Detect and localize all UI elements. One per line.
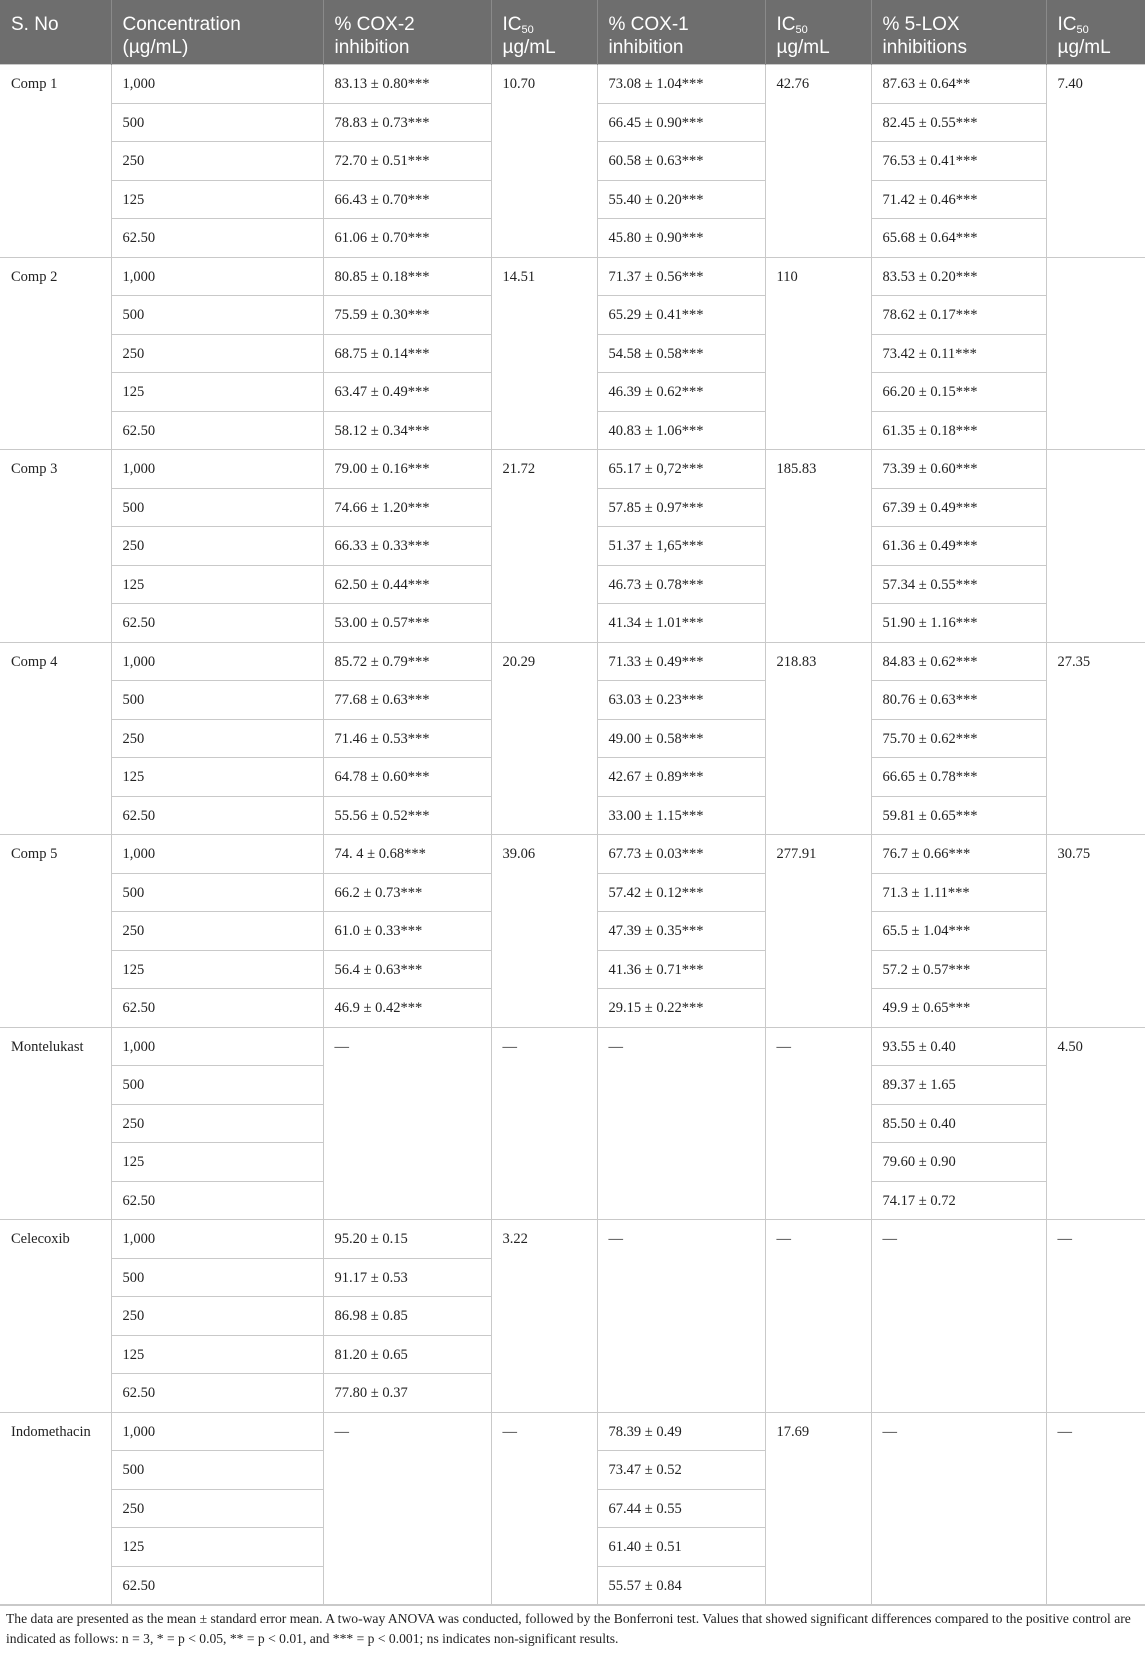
lox-ic50-cell: 4.50 [1046, 1027, 1145, 1220]
table-row [0, 1027, 1145, 1066]
lox-inhibition-cell: 65.5 ± 1.04*** [871, 912, 1046, 951]
cox2-ic50-cell: 20.29 [491, 642, 597, 835]
concentration-cell: 62.50 [111, 989, 323, 1028]
cox2-inhibition-cell: 83.13 ± 0.80*** [323, 65, 491, 104]
lox-inhibition-cell: 89.37 ± 1.65 [871, 1066, 1046, 1105]
lox-inhibition-cell: 49.9 ± 0.65*** [871, 989, 1046, 1028]
lox-inhibition-cell: 76.7 ± 0.66*** [871, 835, 1046, 874]
header-cox2-ic50: $IC_{50}$ µg/mL [491, 0, 597, 65]
lox-ic50-cell [1046, 450, 1145, 643]
lox-inhibition-cell: 75.70 ± 0.62*** [871, 719, 1046, 758]
lox-inhibition-cell: 73.42 ± 0.11*** [871, 334, 1046, 373]
cox1-inhibition-cell: 67.73 ± 0.03*** [597, 835, 765, 874]
concentration-cell: 500 [111, 681, 323, 720]
cox1-inhibition-cell: 54.58 ± 0.58*** [597, 334, 765, 373]
lox-inhibition-cell: 79.60 ± 0.90 [871, 1143, 1046, 1182]
concentration-cell: 62.50 [111, 796, 323, 835]
cox1-ic50-cell: — [765, 1220, 871, 1413]
lox-inhibition-cell: 66.20 ± 0.15*** [871, 373, 1046, 412]
compound-name: Comp 1 [0, 65, 111, 258]
table-header [0, 0, 1145, 65]
lox-inhibition-cell: 66.65 ± 0.78*** [871, 758, 1046, 797]
cox2-inhibition-cell: 95.20 ± 0.15 [323, 1220, 491, 1259]
compound-name: Indomethacin [0, 1412, 111, 1605]
concentration-cell: 62.50 [111, 1566, 323, 1605]
concentration-cell: 500 [111, 873, 323, 912]
cox2-inhibition-cell: 74.66 ± 1.20*** [323, 488, 491, 527]
cox1-inhibition-cell: 41.36 ± 0.71*** [597, 950, 765, 989]
cox2-inhibition-cell: 80.85 ± 0.18*** [323, 257, 491, 296]
cox2-inhibition-cell: 58.12 ± 0.34*** [323, 411, 491, 450]
lox-ic50-cell: — [1046, 1220, 1145, 1413]
concentration-cell: 1,000 [111, 1412, 323, 1451]
cox1-inhibition-cell: 29.15 ± 0.22*** [597, 989, 765, 1028]
lox-inhibition-cell: 71.42 ± 0.46*** [871, 180, 1046, 219]
concentration-cell: 62.50 [111, 1374, 323, 1413]
cox2-inhibition-cell: 63.47 ± 0.49*** [323, 373, 491, 412]
cox1-inhibition-cell: 45.80 ± 0.90*** [597, 219, 765, 258]
cox2-inhibition-cell: 56.4 ± 0.63*** [323, 950, 491, 989]
cox2-inhibition-cell: 91.17 ± 0.53 [323, 1258, 491, 1297]
concentration-cell: 1,000 [111, 257, 323, 296]
concentration-cell: 250 [111, 912, 323, 951]
lox-inhibition-cell: 67.39 ± 0.49*** [871, 488, 1046, 527]
header-sno: S. No [0, 0, 111, 65]
cox2-inhibition-cell: 53.00 ± 0.57*** [323, 604, 491, 643]
lox-inhibition-cell: 51.90 ± 1.16*** [871, 604, 1046, 643]
table-row [0, 65, 1145, 104]
concentration-cell: 62.50 [111, 604, 323, 643]
lox-inhibition-cell: 74.17 ± 0.72 [871, 1181, 1046, 1220]
concentration-cell: 125 [111, 565, 323, 604]
cox1-ic50-cell: 42.76 [765, 65, 871, 258]
cox1-inhibition-cell: 66.45 ± 0.90*** [597, 103, 765, 142]
compound-name: Comp 5 [0, 835, 111, 1028]
cox1-inhibition-cell: 57.42 ± 0.12*** [597, 873, 765, 912]
cox1-inhibition-cell: 60.58 ± 0.63*** [597, 142, 765, 181]
table-row [0, 835, 1145, 874]
compound-name: Montelukast [0, 1027, 111, 1220]
compound-name: Comp 2 [0, 257, 111, 450]
concentration-cell: 500 [111, 296, 323, 335]
cox1-inhibition-cell: 73.47 ± 0.52 [597, 1451, 765, 1490]
cox2-ic50-cell: — [491, 1412, 597, 1605]
cox2-inhibition-cell: 85.72 ± 0.79*** [323, 642, 491, 681]
cox1-ic50-cell: 185.83 [765, 450, 871, 643]
concentration-cell: 250 [111, 527, 323, 566]
table-footnote: The data are presented as the mean ± standard error mean. A two-way ANOVA was conducted, followed by the Bonferroni test. Values that showed significant differences compared to the positive control are indicated as follows: n = 3, * = p < 0.05, ** = p < 0.01, and *** = p < 0.001; ns indicates non-significant results. [0, 1605, 1145, 1649]
cox2-inhibition-cell: 66.2 ± 0.73*** [323, 873, 491, 912]
compound-name: Comp 4 [0, 642, 111, 835]
cox2-inhibition-cell: 68.75 ± 0.14*** [323, 334, 491, 373]
cox2-inhibition-cell: 61.06 ± 0.70*** [323, 219, 491, 258]
cox1-inhibition-cell: 55.40 ± 0.20*** [597, 180, 765, 219]
lox-inhibition-cell: 85.50 ± 0.40 [871, 1104, 1046, 1143]
lox-ic50-cell: 7.40 [1046, 65, 1145, 258]
cox1-ic50-cell: 277.91 [765, 835, 871, 1028]
concentration-cell: 125 [111, 1143, 323, 1182]
cox1-inhibition-cell: 41.34 ± 1.01*** [597, 604, 765, 643]
lox-ic50-cell: — [1046, 1412, 1145, 1605]
lox-inhibition-cell: 93.55 ± 0.40 [871, 1027, 1046, 1066]
concentration-cell: 1,000 [111, 1027, 323, 1066]
cox2-ic50-cell: 3.22 [491, 1220, 597, 1413]
cox1-inhibition-cell: 71.33 ± 0.49*** [597, 642, 765, 681]
compound-name: Comp 3 [0, 450, 111, 643]
concentration-cell: 1,000 [111, 835, 323, 874]
cox2-inhibition-cell: 75.59 ± 0.30*** [323, 296, 491, 335]
cox2-inhibition-cell: 62.50 ± 0.44*** [323, 565, 491, 604]
concentration-cell: 500 [111, 1258, 323, 1297]
cox1-inhibition-cell: 65.17 ± 0,72*** [597, 450, 765, 489]
table-row [0, 450, 1145, 489]
cox2-inhibition-cell: 71.46 ± 0.53*** [323, 719, 491, 758]
table-row [0, 257, 1145, 296]
cox1-inhibition-cell: 40.83 ± 1.06*** [597, 411, 765, 450]
cox1-ic50-cell: — [765, 1027, 871, 1220]
cox1-inhibition-cell: 67.44 ± 0.55 [597, 1489, 765, 1528]
concentration-cell: 250 [111, 719, 323, 758]
cox2-inhibition-cell: 77.68 ± 0.63*** [323, 681, 491, 720]
lox-inhibition-cell: 80.76 ± 0.63*** [871, 681, 1046, 720]
cox1-inhibition-cell: 78.39 ± 0.49 [597, 1412, 765, 1451]
header-concentration: Concentration (µg/mL) [111, 0, 323, 65]
cox2-inhibition-cell: 61.0 ± 0.33*** [323, 912, 491, 951]
concentration-cell: 125 [111, 180, 323, 219]
cox2-ic50-cell: 39.06 [491, 835, 597, 1028]
concentration-cell: 250 [111, 1297, 323, 1336]
concentration-cell: 500 [111, 1451, 323, 1490]
concentration-cell: 1,000 [111, 1220, 323, 1259]
cox2-ic50-cell: 14.51 [491, 257, 597, 450]
cox1-inhibition-cell: 73.08 ± 1.04*** [597, 65, 765, 104]
cox1-inhibition-cell: 46.39 ± 0.62*** [597, 373, 765, 412]
cox2-inhibition-cell: — [323, 1412, 491, 1605]
concentration-cell: 1,000 [111, 65, 323, 104]
cox2-inhibition-cell: — [323, 1027, 491, 1220]
cox2-inhibition-cell: 74. 4 ± 0.68*** [323, 835, 491, 874]
lox-ic50-cell [1046, 257, 1145, 450]
cox2-inhibition-cell: 86.98 ± 0.85 [323, 1297, 491, 1336]
concentration-cell: 125 [111, 758, 323, 797]
concentration-cell: 125 [111, 1335, 323, 1374]
cox1-ic50-cell: 218.83 [765, 642, 871, 835]
concentration-cell: 500 [111, 103, 323, 142]
concentration-cell: 250 [111, 142, 323, 181]
concentration-cell: 500 [111, 488, 323, 527]
lox-inhibition-cell: 57.2 ± 0.57*** [871, 950, 1046, 989]
cox2-ic50-cell: — [491, 1027, 597, 1220]
cox1-inhibition-cell: 42.67 ± 0.89*** [597, 758, 765, 797]
lox-inhibition-cell: 65.68 ± 0.64*** [871, 219, 1046, 258]
cox2-inhibition-cell: 55.56 ± 0.52*** [323, 796, 491, 835]
concentration-cell: 62.50 [111, 219, 323, 258]
header-cox1: % COX-1 inhibition [597, 0, 765, 65]
header-lox-ic50: $IC_{50}$ µg/mL [1046, 0, 1145, 65]
lox-inhibition-cell: 83.53 ± 0.20*** [871, 257, 1046, 296]
cox1-inhibition-cell: 63.03 ± 0.23*** [597, 681, 765, 720]
lox-inhibition-cell: 76.53 ± 0.41*** [871, 142, 1046, 181]
concentration-cell: 62.50 [111, 1181, 323, 1220]
concentration-cell: 62.50 [111, 411, 323, 450]
cox1-inhibition-cell: 47.39 ± 0.35*** [597, 912, 765, 951]
lox-inhibition-cell: 78.62 ± 0.17*** [871, 296, 1046, 335]
cox1-inhibition-cell: 46.73 ± 0.78*** [597, 565, 765, 604]
cox1-inhibition-cell: 51.37 ± 1,65*** [597, 527, 765, 566]
cox1-inhibition-cell: 65.29 ± 0.41*** [597, 296, 765, 335]
concentration-cell: 125 [111, 950, 323, 989]
cox1-ic50-cell: 17.69 [765, 1412, 871, 1605]
table-row [0, 642, 1145, 681]
table-body [0, 65, 1145, 1605]
concentration-cell: 500 [111, 1066, 323, 1105]
cox1-inhibition-cell: 71.37 ± 0.56*** [597, 257, 765, 296]
concentration-cell: 250 [111, 1104, 323, 1143]
cox2-inhibition-cell: 46.9 ± 0.42*** [323, 989, 491, 1028]
cox1-inhibition-cell: 49.00 ± 0.58*** [597, 719, 765, 758]
table-row [0, 1220, 1145, 1259]
cox2-inhibition-cell: 66.43 ± 0.70*** [323, 180, 491, 219]
cox1-inhibition-cell: 61.40 ± 0.51 [597, 1528, 765, 1567]
cox2-ic50-cell: 21.72 [491, 450, 597, 643]
concentration-cell: 250 [111, 334, 323, 373]
concentration-cell: 125 [111, 373, 323, 412]
cox2-ic50-cell: 10.70 [491, 65, 597, 258]
concentration-cell: 1,000 [111, 642, 323, 681]
cox2-inhibition-cell: 72.70 ± 0.51*** [323, 142, 491, 181]
cox1-inhibition-cell: — [597, 1027, 765, 1220]
lox-inhibition-cell: 84.83 ± 0.62*** [871, 642, 1046, 681]
header-lox: % 5-LOX inhibitions [871, 0, 1046, 65]
cox1-inhibition-cell: 33.00 ± 1.15*** [597, 796, 765, 835]
cox2-inhibition-cell: 81.20 ± 0.65 [323, 1335, 491, 1374]
header-cox2: % COX-2 inhibition [323, 0, 491, 65]
cox2-inhibition-cell: 78.83 ± 0.73*** [323, 103, 491, 142]
lox-inhibition-cell: — [871, 1412, 1046, 1605]
cox2-inhibition-cell: 64.78 ± 0.60*** [323, 758, 491, 797]
concentration-cell: 125 [111, 1528, 323, 1567]
lox-inhibition-cell: 73.39 ± 0.60*** [871, 450, 1046, 489]
cox1-inhibition-cell: 55.57 ± 0.84 [597, 1566, 765, 1605]
lox-inhibition-cell: — [871, 1220, 1046, 1413]
cox2-inhibition-cell: 77.80 ± 0.37 [323, 1374, 491, 1413]
lox-inhibition-cell: 61.36 ± 0.49*** [871, 527, 1046, 566]
lox-inhibition-cell: 87.63 ± 0.64** [871, 65, 1046, 104]
header-cox1-ic50: $IC_{50}$ µg/mL [765, 0, 871, 65]
lox-ic50-cell: 30.75 [1046, 835, 1145, 1028]
lox-inhibition-cell: 59.81 ± 0.65*** [871, 796, 1046, 835]
table-row [0, 1412, 1145, 1451]
compound-name: Celecoxib [0, 1220, 111, 1413]
lox-ic50-cell: 27.35 [1046, 642, 1145, 835]
lox-inhibition-cell: 71.3 ± 1.11*** [871, 873, 1046, 912]
concentration-cell: 250 [111, 1489, 323, 1528]
lox-inhibition-cell: 57.34 ± 0.55*** [871, 565, 1046, 604]
cox1-ic50-cell: 110 [765, 257, 871, 450]
concentration-cell: 1,000 [111, 450, 323, 489]
cox2-inhibition-cell: 66.33 ± 0.33*** [323, 527, 491, 566]
lox-inhibition-cell: 82.45 ± 0.55*** [871, 103, 1046, 142]
cox1-inhibition-cell: 57.85 ± 0.97*** [597, 488, 765, 527]
lox-inhibition-cell: 61.35 ± 0.18*** [871, 411, 1046, 450]
cox1-inhibition-cell: — [597, 1220, 765, 1413]
cox2-inhibition-cell: 79.00 ± 0.16*** [323, 450, 491, 489]
